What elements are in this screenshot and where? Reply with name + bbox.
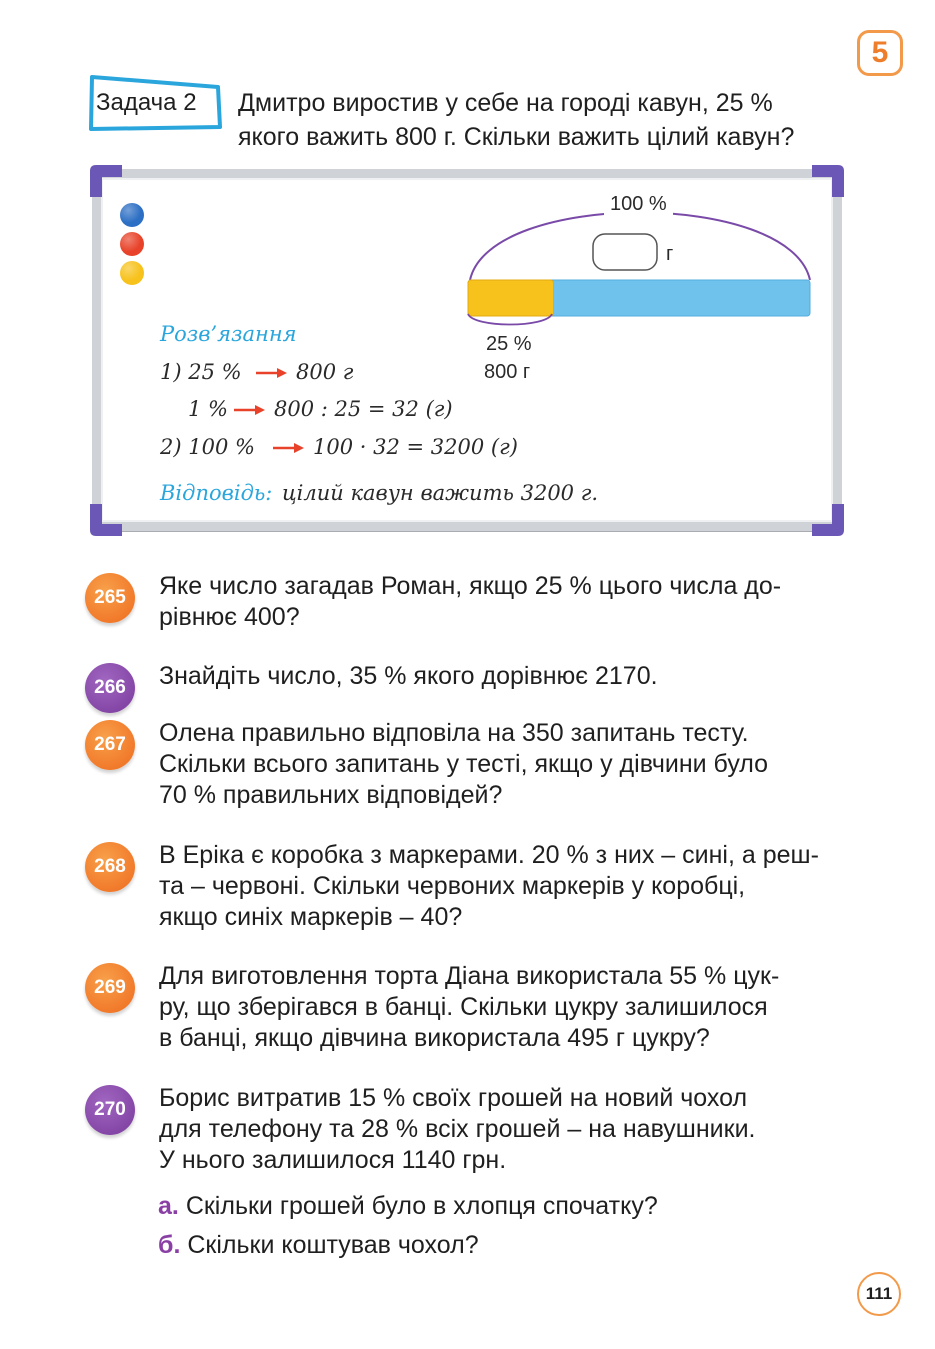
magnet-blue xyxy=(120,203,144,227)
problem-text xyxy=(159,718,851,811)
problem-text xyxy=(159,1083,851,1176)
page-number: 111 xyxy=(857,1272,901,1316)
problem-text xyxy=(159,840,851,933)
step2-result: 100 · 32 = 3200 (г) xyxy=(313,435,518,459)
unknown-unit-label: г xyxy=(666,243,674,265)
problem-line: та – червоні. Скільки червоних маркерів у коробці, xyxy=(159,872,746,900)
solution-heading: Розв’язання xyxy=(160,322,297,346)
task-line-2: якого важить 800 г. Скільки важить цілий кавун? xyxy=(238,123,795,151)
subquestion-text: Скільки грошей було в хлопця спочатку? xyxy=(185,1192,658,1220)
problem-line: рівнює 400? xyxy=(159,603,300,631)
total-percent-label: 100 % xyxy=(604,193,673,216)
arrow-icon xyxy=(255,366,289,380)
part-value-label: 800 г xyxy=(484,361,531,383)
step1b-prefix: 1 % xyxy=(188,397,228,421)
problem-number-badge: 268 xyxy=(85,842,135,892)
problem-line: Знайдіть число, 35 % якого дорівнює 2170. xyxy=(159,662,658,690)
task-line-1: Дмитро виростив у себе на городі кавун, 25 % xyxy=(238,89,773,117)
task-label xyxy=(88,73,223,129)
problem-line: Олена правильно відповіла на 350 запитань тесту. xyxy=(159,719,749,747)
magnet-yellow xyxy=(120,261,144,285)
answer-text: цілий кавун важить 3200 г. xyxy=(282,481,599,505)
problem-text xyxy=(159,661,851,692)
step2-prefix: 2) 100 % xyxy=(160,435,255,459)
subquestion-b xyxy=(158,1231,479,1260)
arrow-icon xyxy=(272,441,306,455)
unknown-answer-box xyxy=(593,234,657,270)
problem-number-badge: 266 xyxy=(85,663,135,713)
subquestion-a xyxy=(158,1192,658,1221)
subquestion-text: Скільки коштував чохол? xyxy=(187,1231,479,1259)
step1-prefix: 1) 25 % xyxy=(160,360,242,384)
problem-text xyxy=(159,571,851,633)
problem-line: Для виготовлення торта Діана використала 55 % цук- xyxy=(159,962,780,990)
subquestion-letter: б. xyxy=(158,1231,181,1259)
problem-number-badge: 270 xyxy=(85,1085,135,1135)
problem-line: для телефону та 28 % всіх грошей – на навушники. xyxy=(159,1115,756,1143)
problem-number-badge: 265 xyxy=(85,573,135,623)
subquestion-letter: а. xyxy=(158,1192,179,1220)
problem-line: У нього залишилося 1140 грн. xyxy=(159,1146,507,1174)
problem-line: Яке число загадав Роман, якщо 25 % цього числа до- xyxy=(159,572,782,600)
board-corner-top-left xyxy=(88,163,122,197)
problem-line: В Еріка є коробка з маркерами. 20 % з них – сині, а реш- xyxy=(159,841,819,869)
problem-text xyxy=(159,961,851,1054)
step1-result: 800 г xyxy=(296,360,354,384)
problem-number-badge: 269 xyxy=(85,963,135,1013)
chapter-badge: 5 xyxy=(857,30,903,76)
bar-part xyxy=(468,280,554,316)
problem-line: 70 % правильних відповідей? xyxy=(159,781,503,809)
board-corner-bottom-right xyxy=(812,504,846,538)
part-percent-label: 25 % xyxy=(486,333,532,355)
problem-line: якщо синіх маркерів – 40? xyxy=(159,903,463,931)
task-statement xyxy=(238,86,850,154)
problem-number-badge: 267 xyxy=(85,720,135,770)
problem-line: в банці, якщо дівчина використала 495 г цукру? xyxy=(159,1024,710,1052)
problem-line: Борис витратив 15 % своїх грошей на новий чохол xyxy=(159,1084,748,1112)
board-corner-bottom-left xyxy=(88,504,122,538)
arrow-icon xyxy=(233,403,267,417)
task-label-text: Задача 2 xyxy=(96,89,197,116)
magnet-red xyxy=(120,232,144,256)
problem-line: ру, що зберігався в банці. Скільки цукру залишилося xyxy=(159,993,768,1021)
answer-label: Відповідь: xyxy=(160,481,273,505)
step1b-result: 800 : 25 = 32 (г) xyxy=(274,397,453,421)
problem-line: Скільки всього запитань у тесті, якщо у дівчини було xyxy=(159,750,769,778)
